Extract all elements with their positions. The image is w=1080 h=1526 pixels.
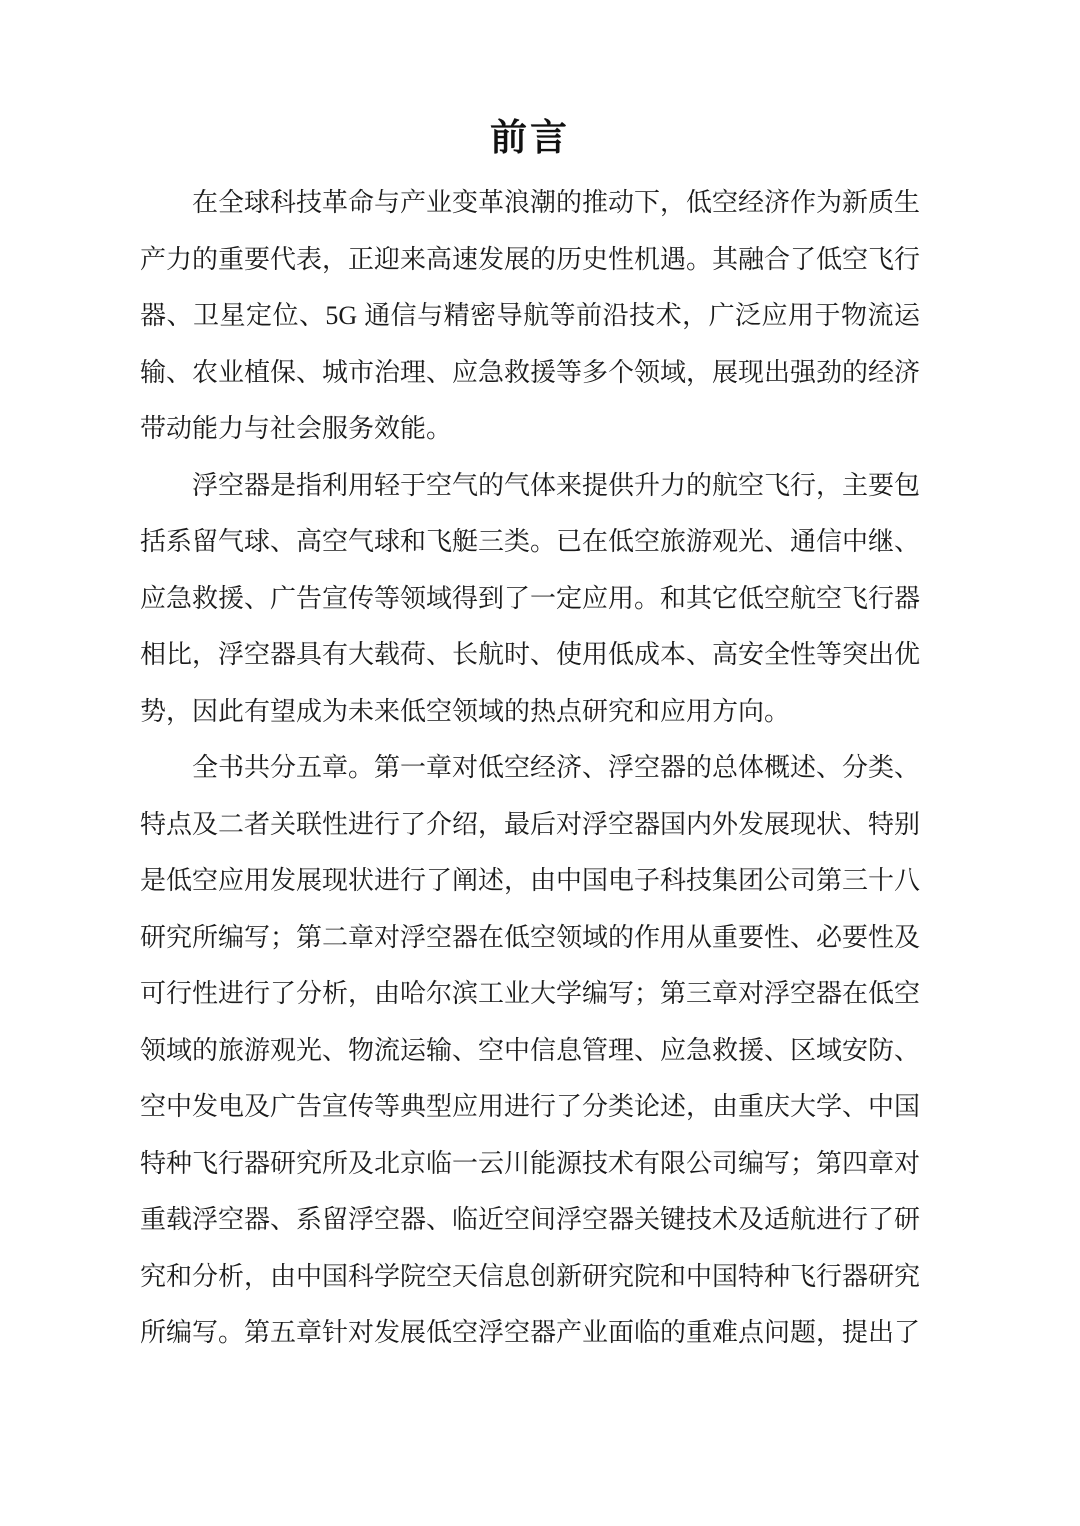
document-body xyxy=(140,175,920,1362)
paragraph-book-chapters-overview: 全书共分五章。第一章对低空经济、浮空器的总体概述、分类、特点及二者关联性进行了介绍，最后对浮空器国内外发展现状、特别是低空应用发展现状进行了阐述，由中国电子科技集团公司第三十八研究所编写；第二章对浮空器在低空领域的作用从重要性、必要性及可行性进行了分析，由哈尔滨工业大学编写；第三章对浮空器在低空领域的旅游观光、物流运输、空中信息管理、应急救援、区域安防、空中发电及广告宣传等典型应用进行了分类论述，由重庆大学、中国特种飞行器研究所及北京临一云川能源技术有限公司编写；第四章对重载浮空器、系留浮空器、临近空间浮空器关键技术及适航进行了研究和分析，由中国科学院空天信息创新研究院和中国特种飞行器研究所编写。第五章针对发展低空浮空器产业面临的重难点问题，提出了 xyxy=(140,753,921,1347)
paragraph-intro-low-altitude-economy: 在全球科技革命与产业变革浪潮的推动下，低空经济作为新质生产力的重要代表，正迎来高速发展的历史性机遇。其融合了低空飞行器、卫星定位、5G 通信与精密导航等前沿技术，广泛应用于物流运输、农业植保、城市治理、应急救援等多个领域，展现出强劲的经济带动能力与社会服务效能。 xyxy=(140,188,921,443)
page-title: 前言 xyxy=(490,118,570,159)
paragraph-aerostat-definition: 浮空器是指利用轻于空气的气体来提供升力的航空飞行，主要包括系留气球、高空气球和飞艇三类。已在低空旅游观光、通信中继、应急救援、广告宣传等领域得到了一定应用。和其它低空航空飞行器相比，浮空器具有大载荷、长航时、使用低成本、高安全性等突出优势，因此有望成为未来低空领域的热点研究和应用方向。 xyxy=(140,470,921,726)
